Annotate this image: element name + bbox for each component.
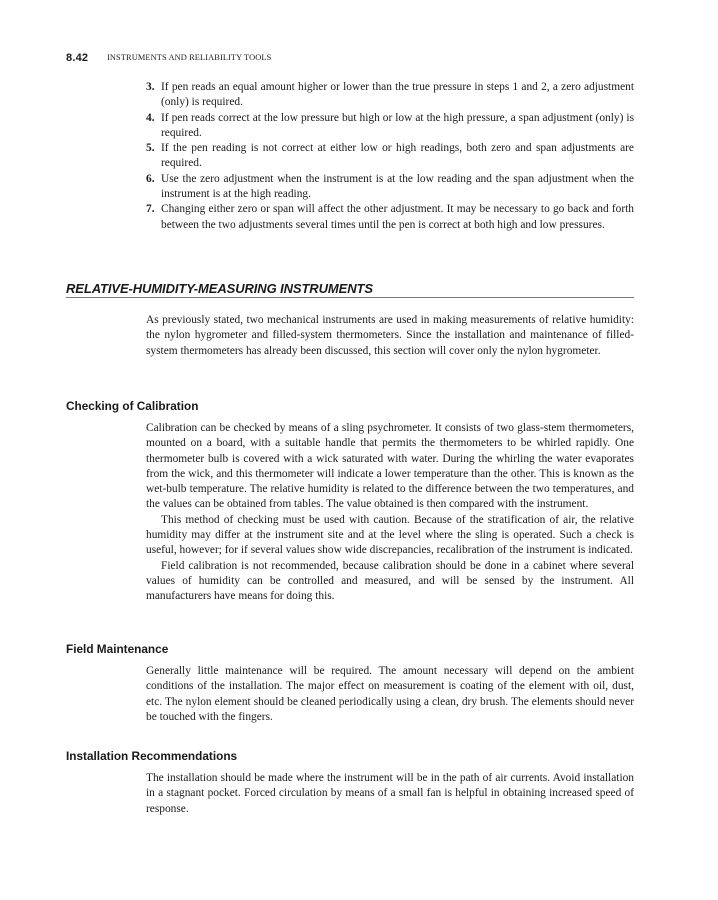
running-header: [66, 52, 666, 66]
calibration-heading: Checking of Calibration: [66, 399, 199, 413]
calibration-paragraph: Calibration can be checked by means of a sling psychrometer. It consists of two glass-stem thermometers, mounted on a board, with a suitable handle that permits the thermometers to be whirled rapidly. One thermometer bulb is covered with a wick saturated with water. During the whirling the water evaporates from the wick, and this thermometer will indicate a lower temperature than the other. This is known as the wet-bulb temperature. The relative humidity is related to the difference between the two temperatures, and the values can be obtained from tables. The value obtained is then compared with the instrument.: [146, 422, 634, 511]
installation-heading: Installation Recommendations: [66, 749, 238, 763]
step-text: If pen reads an equal amount higher or lower than the true pressure in steps 1 and 2, a zero adjustment (only) is required.: [161, 81, 634, 109]
step-number: 3.: [146, 81, 155, 93]
section-intro: [146, 313, 634, 359]
step-item: [146, 141, 634, 172]
calibration-body: [146, 421, 634, 605]
step-item: [146, 111, 634, 142]
calibration-paragraph: Field calibration is not recommended, because calibration should be done in a cabinet where several values of humidity can be controlled and measured, and will be sensed by the instrument. All manufacturers have means for doing this.: [146, 559, 634, 603]
procedure-steps: [146, 80, 634, 233]
step-text: If the pen reading is not correct at either low or high readings, both zero and span adjustments are required.: [161, 142, 634, 170]
maintenance-body: [146, 664, 634, 725]
section-title: RELATIVE-HUMIDITY-MEASURING INSTRUMENTS: [66, 281, 634, 298]
calibration-paragraph: This method of checking must be used with caution. Because of the stratification of air, the relative humidity may differ at the instrument site and at the level where the sling is operated. Such a check is useful, however; for if several values show wide discrepancies, recalibration of the instrument is indicated.: [146, 513, 634, 557]
installation-paragraph: The installation should be made where the instrument will be in the path of air currents. Avoid installation in a stagnant pocket. Forced circulation by means of a small fan is helpful in obtaining increased speed of response.: [146, 772, 634, 815]
step-item: [146, 202, 634, 233]
step-item: [146, 80, 634, 111]
step-number: 7.: [146, 203, 155, 216]
step-text: If pen reads correct at the low pressure but high or low at the high pressure, a span adjustment (only) is required.: [161, 111, 634, 139]
running-title: INSTRUMENTS AND RELIABILITY TOOLS: [107, 53, 272, 62]
step-text: Changing either zero or span will affect the other adjustment. It may be necessary to go back and forth between the two adjustments several times until the pen is correct at both high and low pressures.: [161, 203, 634, 231]
step-number: 6.: [146, 172, 155, 185]
installation-body: [146, 771, 634, 817]
step-text: Use the zero adjustment when the instrument is at the low reading and the span adjustment when the instrument is at the high reading.: [161, 172, 634, 201]
maintenance-heading: Field Maintenance: [66, 642, 169, 656]
step-number: 4.: [146, 111, 155, 124]
maintenance-paragraph: Generally little maintenance will be required. The amount necessary will depend on the ambient conditions of the installation. The major effect on measurement is coating of the element with oil, dust, etc. The nylon element should be cleaned periodically using a clean, dry brush. The elements should never be touched with the fingers.: [146, 665, 634, 723]
intro-paragraph: As previously stated, two mechanical instruments are used in making measurements of relative humidity: the nylon hygrometer and filled-system thermometers. Since the installation and maintenance of filled-system thermometers has already been discussed, this section will cover only the nylon hygrometer.: [146, 314, 634, 357]
page-number: 8.42: [66, 52, 89, 64]
step-item: [146, 172, 634, 203]
step-number: 5.: [146, 142, 155, 155]
